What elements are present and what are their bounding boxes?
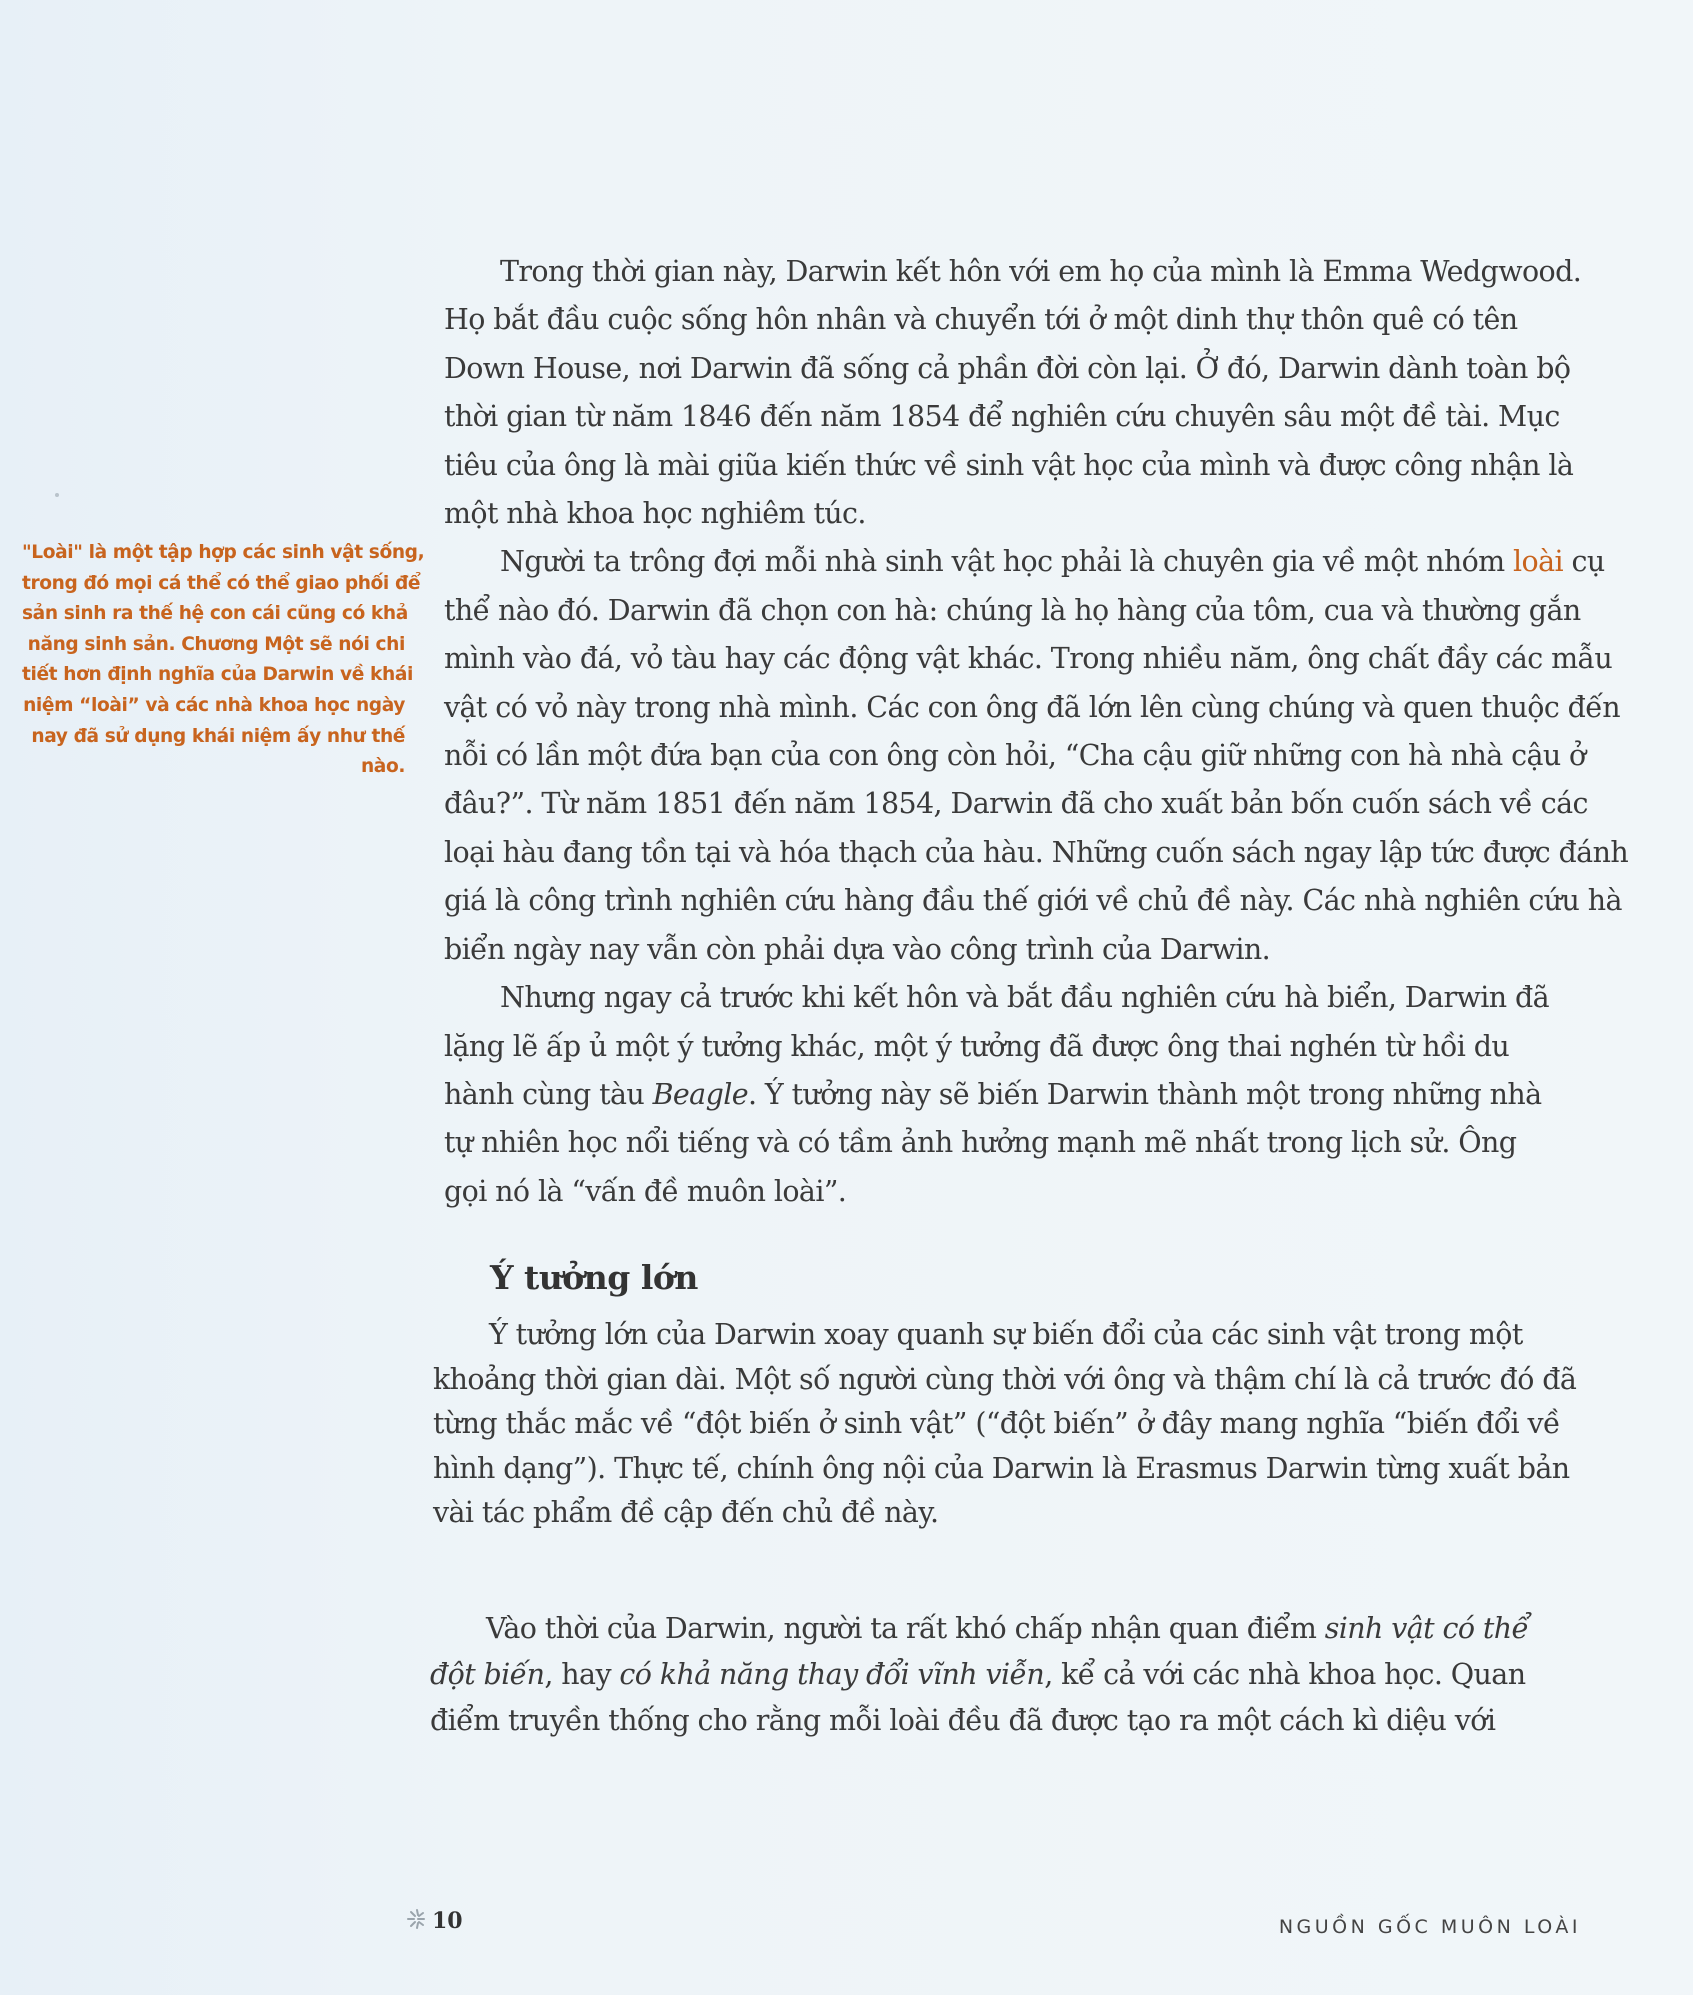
sidebar-line: sản sinh ra thế hệ con cái cũng có khả — [22, 603, 408, 625]
emphasis-text: sinh vật có thể — [1324, 1612, 1529, 1645]
text-line: Ý tưởng lớn của Darwin xoay quanh sự biến đổi của các sinh vật trong một — [489, 1318, 1523, 1351]
text-line: vài tác phẩm đề cập đến chủ đề này. — [433, 1496, 939, 1529]
text-line: gọi nó là “vấn đề muôn loài”. — [444, 1174, 847, 1208]
sidebar-line: niệm “loài” và các nhà khoa học ngày — [23, 694, 405, 716]
print-speck — [55, 493, 59, 497]
sidebar-line: nào. — [360, 756, 405, 778]
text-line: Nhưng ngay cả trước khi kết hôn và bắt đầu nghiên cứu hà biển, Darwin đã — [500, 981, 1550, 1015]
text-line: nỗi có lần một đứa bạn của con ông còn hỏi, “Cha cậu giữ những con hà nhà cậu ở — [444, 739, 1586, 773]
emphasis-text: đột biến — [430, 1658, 545, 1691]
text-line — [430, 1652, 1590, 1698]
text-line: điểm truyền thống cho rằng mỗi loài đều đã được tạo ra một cách kì diệu với — [430, 1704, 1496, 1737]
text-line: thời gian từ năm 1846 đến năm 1854 để nghiên cứu chuyên sâu một đề tài. Mục — [444, 400, 1560, 434]
sidebar-definition-note — [22, 538, 425, 783]
text-line: đâu?”. Từ năm 1851 đến năm 1854, Darwin đã cho xuất bản bốn cuốn sách về các — [444, 787, 1588, 821]
paragraph-traditional-view — [430, 1606, 1590, 1744]
text-line: Trong thời gian này, Darwin kết hôn với em họ của mình là Emma Wedgwood. — [500, 255, 1582, 288]
sunburst-ornament-icon — [404, 1906, 430, 1932]
text-line: một nhà khoa học nghiêm túc. — [444, 497, 866, 531]
text-line: mình vào đá, vỏ tàu hay các động vật khác. Trong nhiều năm, ông chất đầy các mẫu — [444, 642, 1613, 676]
paragraph-species-question — [444, 974, 1597, 1216]
text-line: giá là công trình nghiên cứu hàng đầu thế giới về chủ đề này. Các nhà nghiên cứu hà — [444, 884, 1622, 918]
page-number: 10 — [432, 1908, 463, 1934]
text-line: hình dạng”). Thực tế, chính ông nội của Darwin là Erasmus Darwin từng xuất bản — [433, 1451, 1570, 1485]
text-line: biển ngày nay vẫn còn phải dựa vào công trình của Darwin. — [444, 932, 1271, 966]
text-line: vật có vỏ này trong nhà mình. Các con ông đã lớn lên cùng chúng và quen thuộc đến — [444, 690, 1620, 724]
text-line: tự nhiên học nổi tiếng và có tầm ảnh hưởng mạnh mẽ nhất trong lịch sử. Ông — [444, 1126, 1517, 1160]
text-fragment: . Ý tưởng này sẽ biến Darwin thành một trong những nhà — [748, 1077, 1542, 1111]
glossary-term-loai: loài — [1513, 545, 1564, 579]
sidebar-line: tiết hơn định nghĩa của Darwin về khái — [22, 664, 413, 686]
sidebar-line: "Loài" là một tập hợp các sinh vật sống, — [22, 542, 425, 563]
sidebar-line: nay đã sử dụng khái niệm ấy như thế — [31, 725, 405, 747]
text-line: khoảng thời gian dài. Một số người cùng thời với ông và thậm chí là cả trước đó đã — [433, 1362, 1577, 1396]
sidebar-line: năng sinh sản. Chương Một sẽ nói chi — [27, 633, 405, 655]
text-line — [444, 1071, 1597, 1119]
paragraph-marriage — [444, 248, 1597, 538]
text-fragment: , kể cả với các nhà khoa học. Quan — [1044, 1658, 1526, 1691]
ship-name-beagle: Beagle — [652, 1077, 748, 1111]
text-line — [430, 1606, 1590, 1652]
text-line — [444, 538, 1605, 586]
text-fragment: Người ta trông đợi mỗi nhà sinh vật học phải là chuyên gia về một nhóm — [500, 545, 1514, 579]
text-line: thể nào đó. Darwin đã chọn con hà: chúng là họ hàng của tôm, cua và thường gắn — [444, 593, 1581, 627]
text-line: loại hàu đang tồn tại và hóa thạch của hàu. Những cuốn sách ngay lập tức được đánh — [444, 835, 1629, 869]
main-body-text — [444, 248, 1629, 1216]
section-heading: Ý tưởng lớn — [490, 1258, 698, 1297]
text-fragment: , hay — [544, 1658, 620, 1691]
running-book-title: NGUỒN GỐC MUÔN LOÀI — [1278, 1916, 1581, 1938]
text-fragment: Vào thời của Darwin, người ta rất khó chấp nhận quan điểm — [486, 1612, 1325, 1645]
paragraph-big-idea — [433, 1313, 1593, 1536]
text-line: Họ bắt đầu cuộc sống hôn nhân và chuyển tới ở một dinh thự thôn quê có tên — [444, 303, 1518, 337]
text-fragment: hành cùng tàu — [444, 1077, 653, 1111]
text-line: từng thắc mắc về “đột biến ở sinh vật” (“đột biến” ở đây mang nghĩa “biến đổi về — [433, 1407, 1560, 1440]
emphasis-text: có khả năng thay đổi vĩnh viễn — [619, 1658, 1045, 1691]
text-line: tiêu của ông là mài giũa kiến thức về sinh vật học của mình và được công nhận là — [444, 448, 1574, 482]
paragraph-barnacles — [444, 538, 1629, 974]
text-line: lặng lẽ ấp ủ một ý tưởng khác, một ý tưởng đã được ông thai nghén từ hồi du — [444, 1029, 1510, 1063]
sidebar-line: trong đó mọi cá thể có thể giao phối để — [22, 572, 421, 594]
text-line: Down House, nơi Darwin đã sống cả phần đời còn lại. Ở đó, Darwin dành toàn bộ — [444, 351, 1571, 385]
text-fragment: cụ — [1563, 545, 1605, 579]
